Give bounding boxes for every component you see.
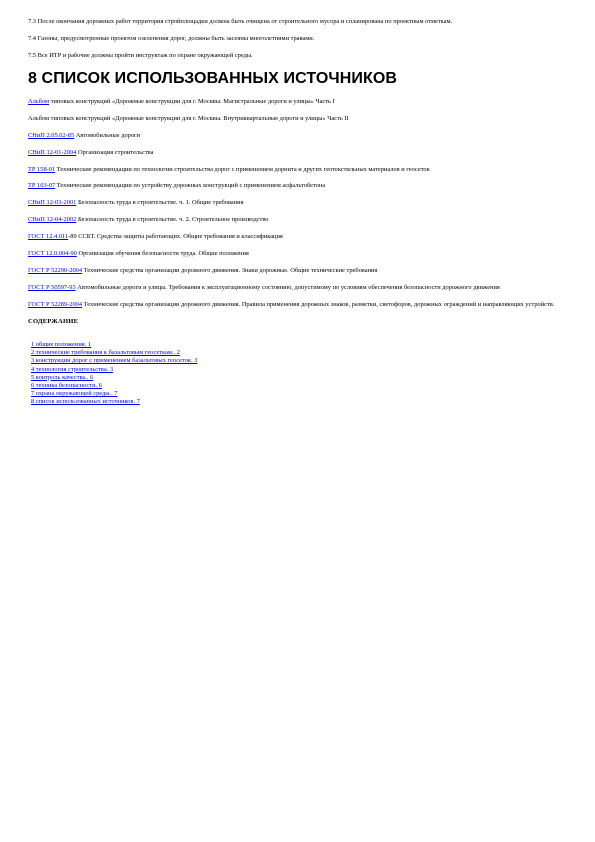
source-item — [28, 115, 567, 124]
toc-link[interactable]: 2 технические требования к базальтовым геосеткам.. 2 — [31, 349, 180, 357]
sources-list — [28, 98, 567, 310]
source-item — [28, 250, 567, 259]
table-of-contents — [31, 341, 567, 407]
source-link[interactable]: ТР 158-01 — [28, 165, 56, 173]
source-text: Технические рекомендации по устройству дорожных конструкций с применением асфальтобетона — [55, 182, 326, 190]
source-item — [28, 267, 567, 276]
paragraph: 7.5 Все ИТР и рабочие должны пройти инструктаж по охране окружающей среды. — [28, 52, 253, 60]
source-text: Альбом типовых конструкций «Дорожные конструкции для г. Москвы. Внутриквартальные дороги и улицы» Часть II — [28, 114, 349, 122]
source-text: Технические средства организации дорожного движения. Правила применения дорожных знаков, разметки, светофоров, дорожных ограждений и направляющих устройств. — [82, 301, 555, 309]
section-7-paragraphs — [28, 18, 567, 61]
source-item — [28, 166, 567, 175]
paragraph: 7.4 Газоны, предусмотренные проектом озеленения дорог, должны быть засеяны многолетними травами. — [28, 35, 315, 43]
source-text: Организация обучения безопасности труда. Общие положения — [76, 250, 249, 258]
source-text: типовых конструкций «Дорожные конструкции для г. Москвы. Магистральные дороги и улицы» Часть I — [49, 97, 335, 105]
source-item — [28, 216, 567, 225]
toc-link[interactable]: 4 технология строительства. 3 — [31, 365, 114, 373]
source-text: Безопасность труда в строительстве. ч. 2. Строительное производство — [76, 216, 269, 224]
source-text: -89 ССБТ. Средства защиты работающих. Общие требования и классификация — [68, 233, 283, 241]
toc-link[interactable]: 7 охрана окружающей среды.. 7 — [31, 390, 118, 398]
source-link[interactable]: ГОСТ Р 52290-2004 — [28, 267, 83, 275]
source-item — [28, 132, 567, 141]
paragraph: 7.3 После окончания дорожных работ территория стройплощадки должна быть очищена от строительного мусора и спланирована по проектным отметкам. — [28, 18, 453, 25]
toc-link[interactable]: 5 контроль качества.. 6 — [31, 373, 94, 381]
source-link[interactable]: ГОСТ 12.4.011 — [28, 233, 69, 241]
source-text: Автомобильные дороги и улицы. Требования к эксплуатационному состоянию, допустимому по условиям обеспечения безопасности дорожного движения — [75, 284, 500, 292]
toc-link[interactable]: 1 общие положения. 1 — [31, 340, 92, 348]
source-text: Безопасность труда в строительстве. ч. 1. Общие требования — [76, 199, 244, 207]
source-link[interactable]: СНиП 2.05.02-85 — [28, 131, 75, 139]
source-item — [28, 149, 567, 158]
source-item — [28, 199, 567, 208]
section-heading: 8 СПИСОК ИСПОЛЬЗОВАННЫХ ИСТОЧНИКОВ — [28, 69, 398, 87]
source-link[interactable]: СНиП 12-01-2004 — [28, 148, 77, 156]
source-text: Автомобильные дороги — [74, 131, 141, 139]
source-link[interactable]: СНиП 12-03-2001 — [28, 199, 77, 207]
source-text: Технические средства организации дорожного движения. Знаки дорожные. Общие технические требования — [82, 267, 378, 275]
toc-link[interactable]: 6 техника безопасности. 6 — [31, 381, 102, 389]
source-link[interactable]: СНиП 12-04-2002 — [28, 216, 77, 224]
toc-link[interactable]: 8 список использованных источников. 7 — [31, 398, 140, 406]
toc-title: СОДЕРЖАНИЕ — [28, 318, 79, 326]
source-item — [28, 98, 567, 107]
source-link[interactable]: ГОСТ 12.0.004-90 — [28, 250, 77, 258]
source-link[interactable]: ГОСТ Р 52289-2004 — [28, 301, 83, 309]
source-item — [28, 182, 567, 191]
source-link[interactable]: ГОСТ Р 50597-93 — [28, 284, 76, 292]
source-text: Технические рекомендации по технологии строительства дорог с применением дорнита и других геотекстильных материалов и геосеток — [55, 165, 430, 173]
source-text: Организация строительства — [76, 148, 154, 156]
source-link[interactable]: ТР 103-07 — [28, 182, 56, 190]
source-item — [28, 301, 567, 310]
source-item — [28, 233, 567, 242]
source-link[interactable]: Альбом — [28, 97, 50, 105]
toc-link[interactable]: 3 конструкции дорог с применением базальтовых геосеток. 3 — [31, 357, 198, 365]
source-item — [28, 284, 567, 293]
